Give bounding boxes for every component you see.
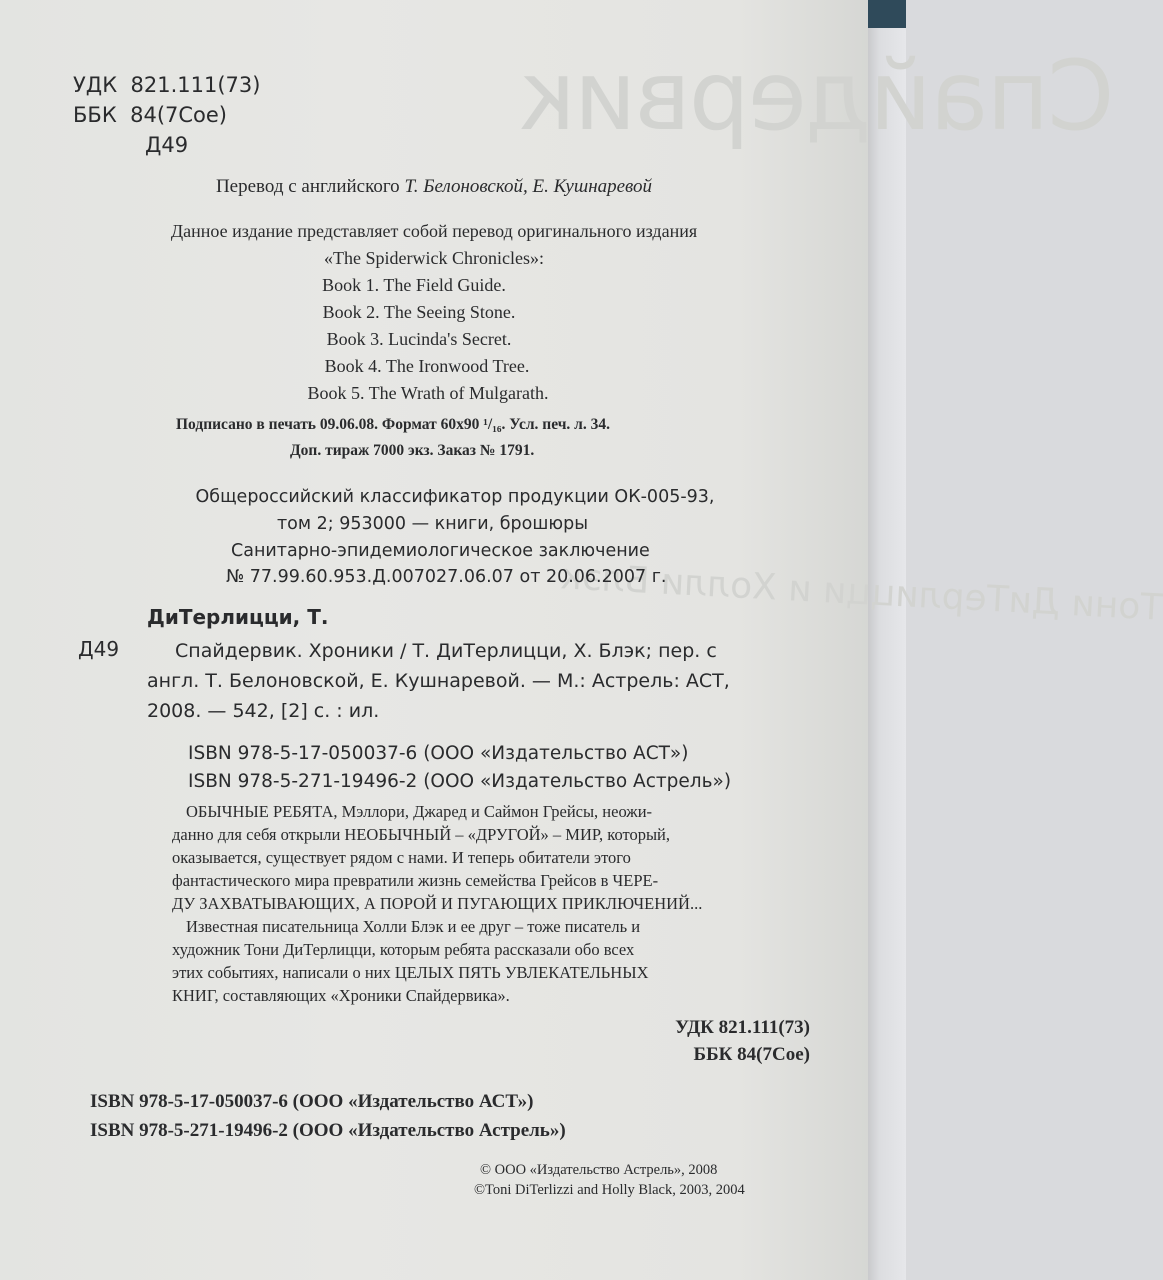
annotation-line-8: этих событиях, написали о них ЦЕЛЫХ ПЯТЬ УВЛЕКАТЕЛЬНЫХ [172, 963, 649, 982]
sanitary-line-2: № 77.99.60.953.Д.007027.06.07 от 20.06.2007 г. [226, 567, 667, 587]
original-line-2: «The Spiderwick Chronicles»: [324, 248, 544, 268]
translation-prefix: Перевод с английского [215, 176, 400, 197]
biblio-sign: Д49 [78, 637, 120, 661]
biblio-isbn-block [188, 740, 731, 796]
book-3: Book 3. Lucinda's Secret. [326, 329, 512, 349]
bottom-isbn-2: ISBN 978-5-271-19496-2 (ООО «Издательство Астрель») [90, 1120, 566, 1141]
book-1: Book 1. The Field Guide. [322, 275, 506, 295]
biblio-line-3: 2008. — 542, [2] с. : ил. [147, 700, 380, 722]
original-edition-block [0, 218, 868, 407]
annotation-line-2: данно для себя открыли НЕОБЫЧНЫЙ – «ДРУГОЙ» – МИР, который, [172, 825, 671, 844]
annotation-line-9: КНИГ, составляющих «Хроники Спайдервика». [172, 986, 510, 1005]
okp-block [0, 484, 868, 538]
bottom-isbn-block [90, 1087, 566, 1145]
print-line-1: Подписано в печать 09.06.08. Формат 60x90 ¹/₁₆. Усл. печ. л. 34. [176, 416, 611, 433]
annotation-line-1: ОБЫЧНЫЕ РЕБЯТА, Мэллори, Джаред и Саймон Грейсы, неожи- [186, 802, 653, 821]
translation-line [0, 176, 868, 198]
annotation-line-3: оказывается, существует рядом с нами. И теперь обитатели этого [172, 848, 631, 867]
footer-udk: УДК 821.111(73) [675, 1017, 810, 1038]
print-info [176, 412, 610, 464]
bottom-isbn-1: ISBN 978-5-17-050037-6 (ООО «Издательство АСТ») [90, 1091, 534, 1112]
footer-classification [560, 1014, 810, 1068]
okp-line-1: Общероссийский классификатор продукции ОК-005-93, [195, 487, 715, 507]
udk-value: 821.111(73) [130, 73, 261, 97]
annotation-line-4: фантастического мира превратили жизнь семейства Грейсов в ЧЕРЕ- [172, 871, 659, 890]
biblio-isbn-2: ISBN 978-5-271-19496-2 (ООО «Издательство Астрель») [188, 771, 732, 792]
book-2: Book 2. The Seeing Stone. [322, 302, 516, 322]
biblio-description [147, 636, 730, 726]
bbk-value: 84(7Сое) [130, 103, 227, 127]
show-through-title: Спайдервик [520, 40, 1115, 152]
biblio-line-1: Спайдервик. Хроники / Т. ДиТерлицци, Х. Блэк; пер. с [175, 640, 717, 662]
book-5: Book 5. The Wrath of Mulgarath. [307, 383, 549, 403]
show-through-author: Тони ДиТерлицци и Холли Блэк [559, 556, 1163, 629]
annotation-line-5: ДУ ЗАХВАТЫВАЮЩИХ, А ПОРОЙ И ПУГАЮЩИХ ПРИКЛЮЧЕНИЙ... [172, 894, 703, 913]
annotation-line-7: художник Тони ДиТерлицци, которым ребята рассказали обо всех [172, 940, 635, 959]
sanitary-line-1: Санитарно-эпидемиологическое заключение [231, 541, 650, 561]
translators: Т. Белоновской, Е. Кушнаревой [404, 176, 653, 197]
annotation [172, 800, 702, 1007]
print-line-2: Доп. тираж 7000 экз. Заказ № 1791. [290, 442, 535, 459]
classification-block [73, 70, 260, 160]
copyright-2: ©Toni DiTerlizzi and Holly Black, 2003, 2004 [474, 1182, 745, 1198]
book-4: Book 4. The Ironwood Tree. [324, 356, 530, 376]
biblio-line-2: англ. Т. Белоновской, Е. Кушнаревой. — М.: Астрель: АСТ, [147, 670, 730, 692]
bbk-row [73, 100, 260, 130]
udk-row [73, 70, 260, 100]
okp-line-2: том 2; 953000 — книги, брошюры [276, 514, 589, 534]
bbk-label: ББК [73, 103, 117, 127]
biblio-isbn-1: ISBN 978-5-17-050037-6 (ООО «Издательство АСТ») [188, 743, 689, 764]
author-sign-top: Д49 [145, 133, 189, 157]
biblio-heading: ДиТерлицци, Т. [147, 605, 329, 629]
original-line-1: Данное издание представляет собой перевод оригинального издания [170, 221, 698, 241]
copyright-block [474, 1160, 745, 1200]
copyright-1: © ООО «Издательство Астрель», 2008 [480, 1162, 718, 1178]
annotation-line-6: Известная писательница Холли Блэк и ее друг – тоже писатель и [186, 917, 641, 936]
footer-bbk: ББК 84(7Сое) [693, 1044, 810, 1065]
adjacent-page-edge [868, 0, 906, 1280]
sanitary-block [226, 538, 667, 590]
udk-label: УДК [73, 73, 118, 97]
